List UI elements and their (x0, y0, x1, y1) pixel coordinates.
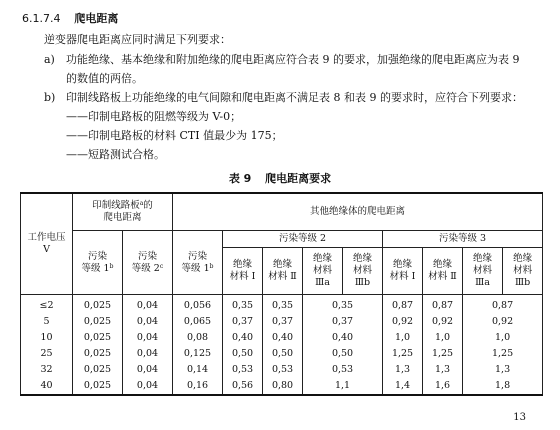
cell: 0,87 (383, 295, 423, 315)
cell: 0,025 (73, 362, 123, 378)
table-title: 爬电距离要求 (265, 172, 332, 185)
cell: 1,3 (383, 362, 423, 378)
cell: 1,25 (383, 346, 423, 362)
item-b-line1: 印制线路板上功能绝缘的电气间隙和爬电距离不满足表 8 和表 9 的要求时，应符合下列要求： (66, 91, 523, 104)
header-p2-material-IIIa: 绝缘 材料 Ⅲa (303, 248, 343, 294)
table-row (21, 295, 543, 315)
cell: 0,125 (173, 346, 223, 362)
cell: 0,40 (263, 330, 303, 346)
item-a-line2: 的数值的两倍。 (66, 72, 143, 85)
header-other-insulation-creepage: 其他绝缘体的爬电距离 (173, 193, 543, 231)
header-pollution-degree-3: 污染等级 3 (383, 231, 543, 248)
cell-voltage: 25 (21, 346, 73, 362)
header-p3-material-I: 绝缘 材料 Ⅰ (383, 248, 423, 295)
cell-voltage: 40 (21, 378, 73, 395)
cell: 1,3 (423, 362, 463, 378)
item-a-marker: a) (44, 53, 55, 66)
dash-item-flame-rating: ——印制电路板的阻燃等级为 V-0； (66, 110, 242, 123)
cell: 0,50 (303, 346, 383, 362)
item-a-line1: 功能绝缘、基本绝缘和附加绝缘的爬电距离应符合表 9 的要求，加强绝缘的爬电距离应为表 9 (66, 53, 520, 66)
cell: 0,35 (223, 295, 263, 315)
cell: 1,25 (463, 346, 543, 362)
cell: 0,04 (123, 378, 173, 395)
header-p3-material-IIIb: 绝缘 材料 Ⅲb (513, 253, 533, 288)
table-caption (0, 170, 560, 186)
section-number: 6.1.7.4 (22, 12, 61, 25)
header-p3-material-IIIa: 绝缘 材料 Ⅲa (463, 248, 503, 294)
table-row (21, 378, 543, 395)
cell: 1,8 (463, 378, 543, 395)
cell: 1,0 (463, 330, 543, 346)
cell: 0,025 (73, 378, 123, 395)
cell: 0,92 (463, 314, 543, 330)
cell: 0,04 (123, 295, 173, 315)
cell: 0,025 (73, 346, 123, 362)
cell: 0,80 (263, 378, 303, 395)
cell: 0,92 (383, 314, 423, 330)
cell: 0,37 (223, 314, 263, 330)
table-row (21, 314, 543, 330)
table-row (21, 346, 543, 362)
creepage-table (20, 192, 543, 396)
cell: 0,04 (123, 362, 173, 378)
cell: 0,16 (173, 378, 223, 395)
cell: 0,04 (123, 346, 173, 362)
cell: 1,6 (423, 378, 463, 395)
cell: 0,53 (223, 362, 263, 378)
cell: 0,065 (173, 314, 223, 330)
cell: 0,56 (223, 378, 263, 395)
dash-item-short-circuit: ——短路测试合格。 (66, 148, 165, 161)
cell: 0,50 (263, 346, 303, 362)
header-p2-material-IIIb: 绝缘 材料 Ⅲb (353, 253, 373, 288)
cell: 0,53 (303, 362, 383, 378)
header-other-pollution-1: 污染 等级 1$^b$ (173, 231, 223, 295)
cell-voltage: 5 (21, 314, 73, 330)
cell-voltage: 32 (21, 362, 73, 378)
cell: 1,0 (423, 330, 463, 346)
item-b-marker: b) (44, 91, 56, 104)
cell: 0,87 (463, 295, 543, 315)
header-p2-material-II: 绝缘 材料 Ⅱ (263, 248, 303, 295)
page-number: 13 (513, 412, 526, 423)
header-p2-material-III (303, 248, 383, 295)
header-p3-material-III (463, 248, 543, 295)
header-pcb-pollution-1: 污染 等级 1$^b$ (73, 231, 123, 295)
cell: 0,025 (73, 314, 123, 330)
cell: 0,14 (173, 362, 223, 378)
section-heading (22, 10, 118, 26)
cell: 0,87 (423, 295, 463, 315)
cell-voltage: 10 (21, 330, 73, 346)
header-working-voltage: 工作电压 V (21, 193, 73, 295)
table-row (21, 362, 543, 378)
cell: 0,04 (123, 330, 173, 346)
cell: 0,025 (73, 295, 123, 315)
cell: 0,40 (303, 330, 383, 346)
section-title: 爬电距离 (74, 12, 119, 25)
cell: 0,35 (263, 295, 303, 315)
cell: 1,0 (383, 330, 423, 346)
table-number: 表 9 (228, 172, 252, 185)
cell: 0,025 (73, 330, 123, 346)
cell: 0,92 (423, 314, 463, 330)
header-pcb-pollution-2: 污染 等级 2$^c$ (123, 231, 173, 295)
header-pcb-creepage: 印制线路板$^a$的 爬电距离 (73, 193, 173, 231)
cell-voltage: ≤2 (21, 295, 73, 315)
cell: 0,056 (173, 295, 223, 315)
cell: 1,3 (463, 362, 543, 378)
cell: 0,50 (223, 346, 263, 362)
cell: 0,35 (303, 295, 383, 315)
cell: 0,53 (263, 362, 303, 378)
header-pollution-degree-2: 污染等级 2 (223, 231, 383, 248)
intro-paragraph: 逆变器爬电距离应同时满足下列要求： (44, 33, 231, 46)
cell: 1,25 (423, 346, 463, 362)
cell: 0,40 (223, 330, 263, 346)
header-p2-material-I: 绝缘 材料 Ⅰ (223, 248, 263, 295)
header-p3-material-II: 绝缘 材料 Ⅱ (423, 248, 463, 295)
table-row (21, 330, 543, 346)
cell: 0,37 (263, 314, 303, 330)
cell: 0,04 (123, 314, 173, 330)
cell: 1,4 (383, 378, 423, 395)
dash-item-cti: ——印制电路板的材料 CTI 值最少为 175； (66, 129, 283, 142)
cell: 0,37 (303, 314, 383, 330)
cell: 1,1 (303, 378, 383, 395)
cell: 0,08 (173, 330, 223, 346)
